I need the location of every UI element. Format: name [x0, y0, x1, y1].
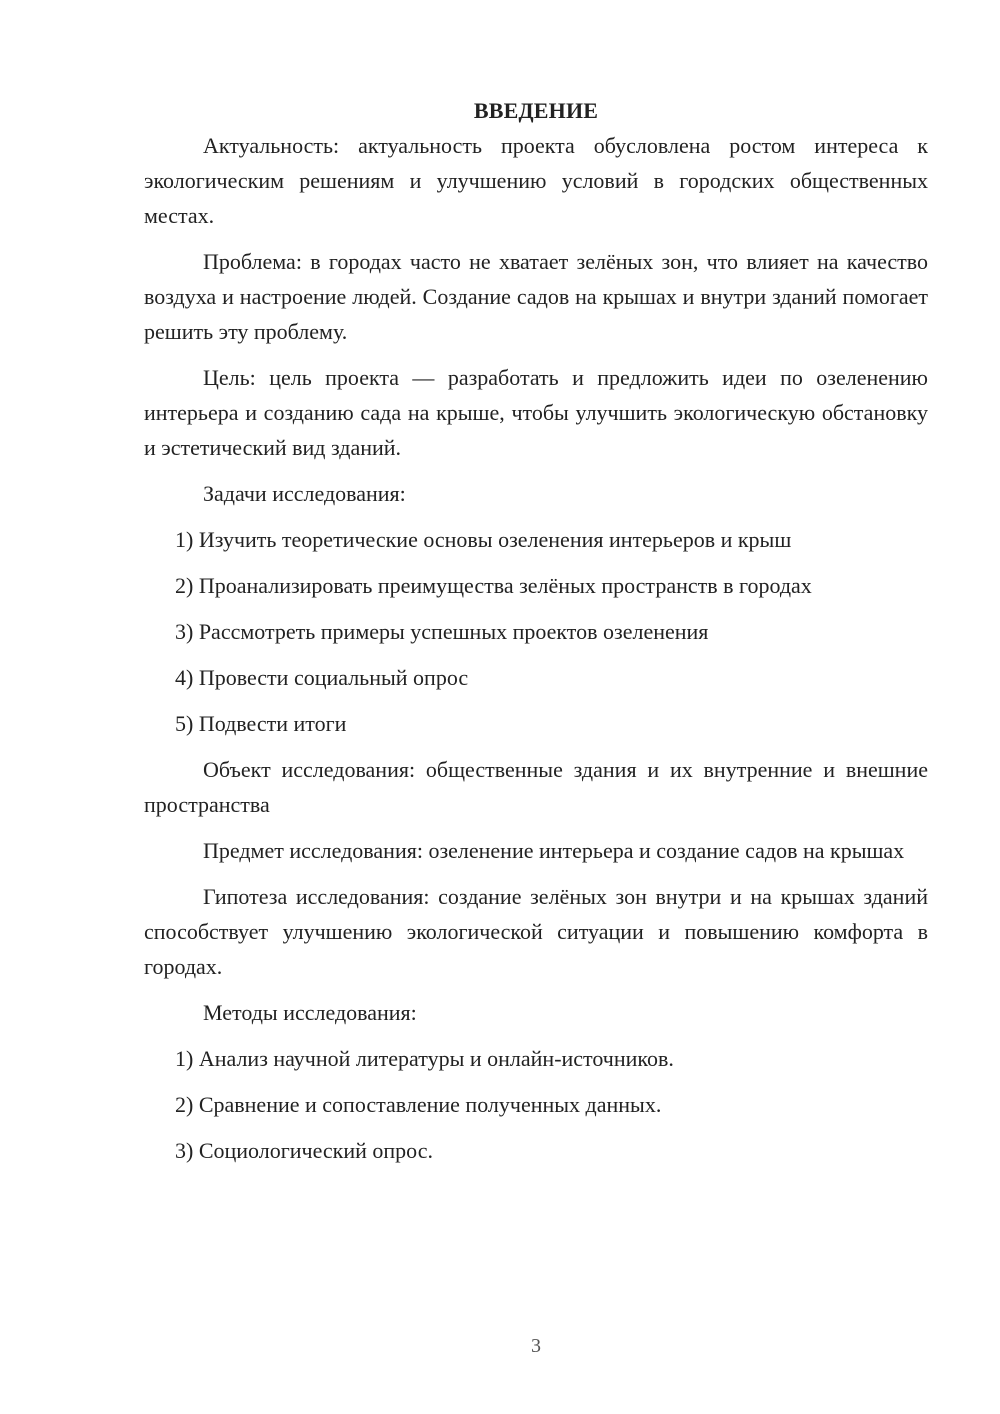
page-number: 3 — [531, 1335, 541, 1357]
goal-paragraph: Цель: цель проекта — разработать и предложить идеи по озеленению интерьера и созданию сада на крыше, чтобы улучшить экологическую обстановку и эстетический вид зданий. — [144, 365, 928, 460]
list-item: 4) Провести социальный опрос — [175, 665, 469, 690]
hypothesis-paragraph: Гипотеза исследования: создание зелёных зон внутри и на крышах зданий способствует улучшению экологической ситуации и повышению комфорта в городах. — [144, 884, 928, 979]
list-item: 3) Социологический опрос. — [175, 1138, 433, 1163]
problem-paragraph: Проблема: в городах часто не хватает зелёных зон, что влияет на качество воздуха и настроение людей. Создание садов на крышах и внутри зданий помогает решить эту проблему. — [144, 249, 928, 344]
list-item: 3) Рассмотреть примеры успешных проектов озеленения — [175, 619, 709, 644]
list-item: 5) Подвести итоги — [175, 711, 347, 736]
page-content — [144, 93, 928, 1179]
list-item: 2) Проанализировать преимущества зелёных пространств в городах — [175, 573, 812, 598]
methods-list — [144, 1041, 928, 1168]
object-paragraph: Объект исследования: общественные здания и их внутренние и внешние пространства — [144, 757, 928, 817]
list-item: 1) Изучить теоретические основы озеленения интерьеров и крыш — [175, 527, 792, 552]
tasks-label: Задачи исследования: — [203, 481, 406, 506]
relevance-paragraph: Актуальность: актуальность проекта обусловлена ростом интереса к экологическим решениям и улучшению условий в городских общественных местах. — [144, 133, 928, 228]
tasks-list — [144, 522, 928, 741]
subject-paragraph: Предмет исследования: озеленение интерьера и создание садов на крышах — [203, 838, 905, 863]
list-item: 1) Анализ научной литературы и онлайн-источников. — [175, 1046, 674, 1071]
section-heading: ВВЕДЕНИЕ — [473, 98, 599, 123]
methods-label: Методы исследования: — [203, 1000, 417, 1025]
list-item: 2) Сравнение и сопоставление полученных данных. — [175, 1092, 662, 1117]
